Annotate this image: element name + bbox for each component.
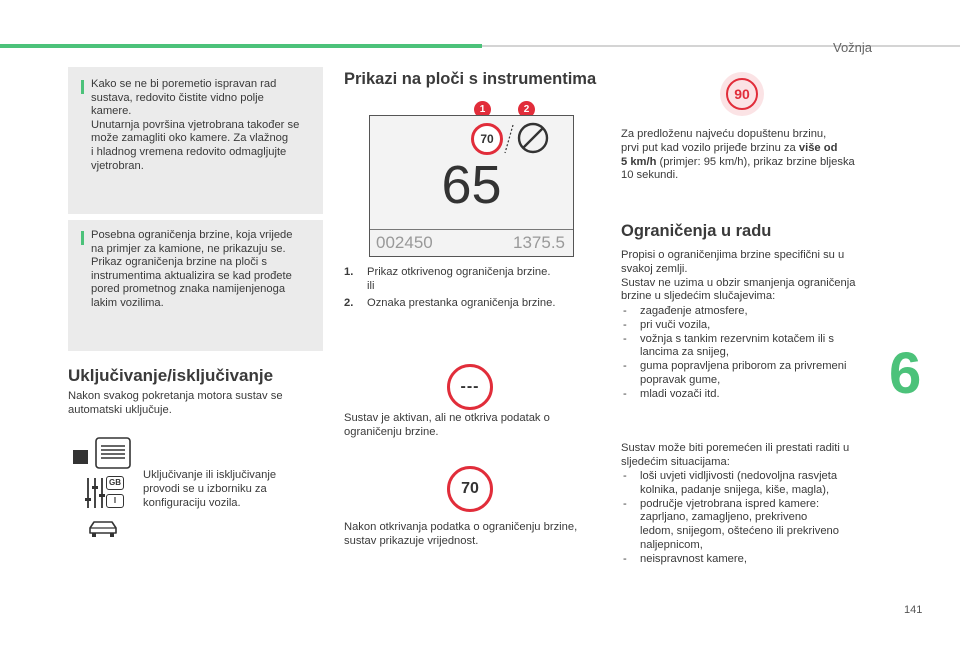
flash-text-bold: 5 km/h	[621, 155, 657, 168]
info-icon	[106, 494, 124, 508]
speed-limit-sign-small	[471, 123, 503, 155]
list-item: - guma popravljena priborom za privremeni popravak gume,	[621, 360, 881, 388]
activation-menu-text: Uključivanje ili isključivanje provodi se u izborniku za konfiguraciju vozila.	[143, 469, 277, 509]
instrument-cluster-display	[369, 115, 574, 257]
vehicle-speed: 65	[441, 155, 502, 215]
speed-limit-sign-70	[447, 466, 493, 512]
list-item: - područje vjetrobrana ispred kamere: zaprljano, zamagljeno, prekriveno ledom, snijegom, oštećeno ili prekriveno naljepnicom,	[621, 498, 881, 553]
chapter-number: 6	[889, 341, 922, 406]
list-item: - mladi vozači itd.	[621, 388, 881, 402]
flash-text-part: (primjer: 95 km/h), prikaz brzine bljeska 10 sekundi.	[621, 155, 855, 182]
limits-list	[621, 305, 881, 402]
flash-text-part: Za predloženu najveću dopuštenu brzinu, prvi put kad vozilo prijeđe brzinu za	[621, 128, 827, 154]
callout-badge-1: 1	[474, 101, 491, 118]
odometer-strip	[370, 229, 573, 230]
speed-limit-sign-70-value: 70	[461, 480, 479, 497]
info-box-text: Posebna ograničenja brzine, koja vrijede na primjer za kamione, ne prikazuju se. Prikaz ograničenja brzine na ploči s instrumentima aktualizira se kad prođete pored prometnog znaka namijenjenoga lakim vozilima.	[91, 229, 293, 309]
end-of-limit-icon	[516, 121, 550, 155]
config-menu-icon	[72, 436, 134, 470]
info-box-accent	[81, 80, 84, 94]
vehicle-icon	[87, 519, 119, 539]
list-item: - neispravnost kamere,	[621, 553, 881, 567]
list-item-number: 1.	[344, 266, 354, 278]
info-icon-label: I	[113, 496, 117, 505]
callout-badge-2: 2	[518, 101, 535, 118]
limit-end-divider	[503, 124, 515, 154]
flash-warning-text	[621, 128, 855, 183]
flashing-speed-sign-90	[720, 72, 764, 116]
instrument-heading: Prikazi na ploči s instrumentima	[344, 70, 597, 88]
info-box-text: Kako se ne bi poremetio ispravan rad sustava, redovito čistite vidno polje kamere. Unutarnja površina vjetrobrana također se može zamagliti oko kamere. Za vlažnog i hladnog vremena redovito odmagljujte vjetrobran.	[91, 78, 300, 172]
no-data-sign	[447, 364, 493, 410]
info-box-special-limits	[68, 220, 323, 351]
list-item: - vožnja s tankim rezervnim kotačem ili s lancima za snijeg,	[621, 333, 881, 361]
info-box-accent	[81, 231, 84, 245]
activation-heading: Uključivanje/isključivanje	[68, 366, 274, 385]
failure-list	[621, 470, 881, 567]
info-box-camera	[68, 67, 323, 214]
language-icon	[106, 476, 124, 490]
speed-limit-sign-value: 70	[480, 132, 494, 146]
flashing-speed-sign-value: 90	[734, 86, 750, 102]
no-data-text: Sustav je aktivan, ali ne otkriva podatak o ograničenju brzine.	[344, 412, 550, 438]
header-accent-bar	[0, 44, 482, 48]
section-title: Vožnja	[833, 40, 873, 55]
page-number: 141	[904, 604, 923, 616]
language-icon-label: GB	[109, 478, 121, 487]
no-data-sign-label: ---	[460, 378, 480, 395]
list-item-number: 2.	[344, 297, 354, 309]
list-item: - zagađenje atmosfere,	[621, 305, 881, 319]
trip-value: 1375.5	[513, 233, 565, 252]
header-rule	[482, 45, 960, 47]
limits-intro: Propisi o ograničenjima brzine specifični su u svakoj zemlji. Sustav ne uzima u obzir smanjenja ograničenja brzine u sljedećim slučajevima:	[621, 249, 856, 303]
list-item: - pri vuči vozila,	[621, 319, 881, 333]
list-item-text: Oznaka prestanka ograničenja brzine.	[367, 297, 556, 309]
limits-heading: Ograničenja u radu	[621, 222, 772, 240]
flash-text-bold: više od	[798, 141, 838, 154]
detected-limit-text: Nakon otkrivanja podatka o ograničenju brzine, sustav prikazuje vrijednost.	[344, 521, 578, 547]
failure-intro: Sustav može biti poremećen ili prestati raditi u sljedećim situacijama:	[621, 442, 850, 468]
activation-intro: Nakon svakog pokretanja motora sustav se automatski uključuje.	[68, 390, 283, 416]
list-item: - loši uvjeti vidljivosti (nedovoljna rasvjeta kolnika, padanje snijega, kiše, magla),	[621, 470, 881, 498]
odometer-value: 002450	[376, 233, 433, 252]
list-item-text: Prikaz otkrivenog ograničenja brzine. ili	[367, 266, 551, 292]
flashing-speed-sign-inner	[726, 78, 758, 110]
